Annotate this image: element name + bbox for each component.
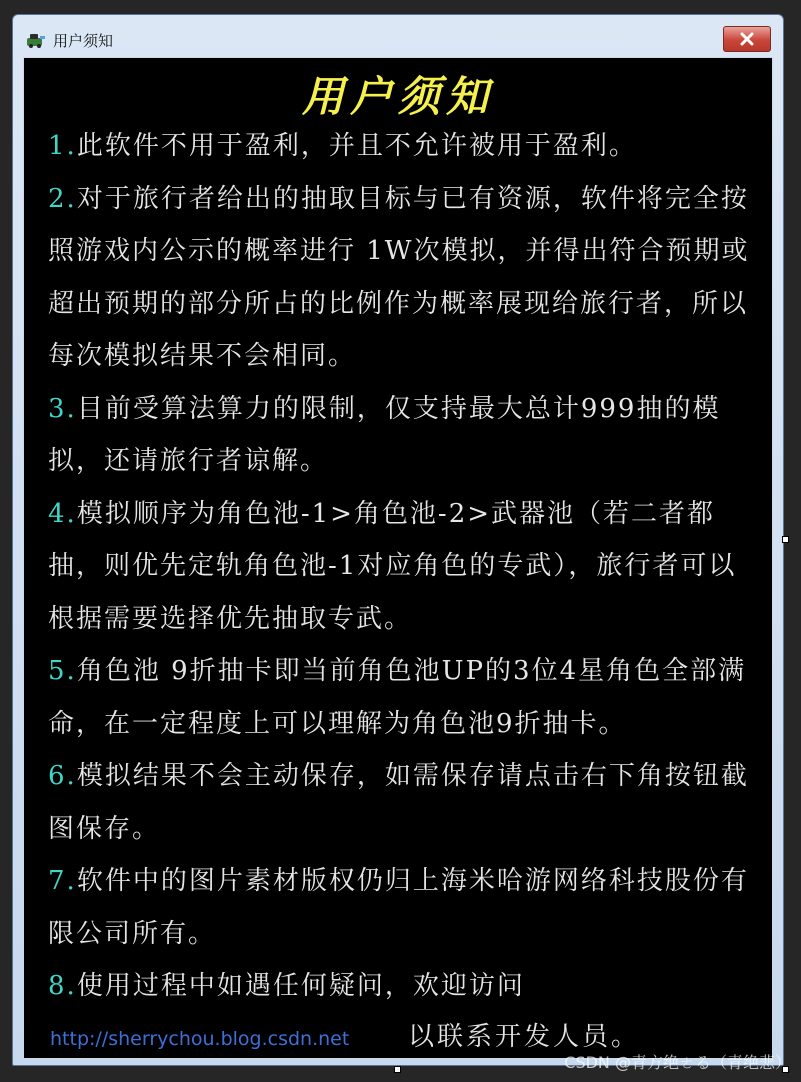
item-text: 模拟顺序为角色池-1>角色池-2>武器池（若二者都抽，则优先定轨角色池-1对应角色的专武），旅行者可以根据需要选择优先抽取专武。 <box>48 498 737 634</box>
notice-panel <box>23 57 773 1059</box>
close-button[interactable] <box>723 26 771 52</box>
item-number: 3. <box>48 393 77 424</box>
item-number: 8. <box>48 971 77 1001</box>
app-icon <box>26 32 46 48</box>
item-text: 使用过程中如遇任何疑问，欢迎访问 <box>76 971 525 1001</box>
item-text: 此软件不用于盈利，并且不允许被用于盈利。 <box>76 131 637 161</box>
notice-list <box>48 120 763 1013</box>
notice-item-3 <box>48 383 763 488</box>
title-bar[interactable] <box>13 15 783 55</box>
item-text: 软件中的图片素材版权仍归上海米哈游网络科技股份有限公司所有。 <box>48 866 749 949</box>
resize-handle-bottom[interactable] <box>394 1066 401 1073</box>
item-text: 目前受算法算力的限制，仅支持最大总计999抽的模拟，还请旅行者谅解。 <box>48 393 721 476</box>
item-number: 7. <box>48 866 77 896</box>
notice-item-5 <box>48 645 763 750</box>
link-suffix-text: 以联系开发人员。 <box>408 1022 641 1052</box>
resize-handle-right[interactable] <box>782 536 789 543</box>
item-number: 6. <box>48 761 77 791</box>
item-text: 角色池 9折抽卡即当前角色池UP的3位4星角色全部满命，在一定程度上可以理解为角色池9折抽卡。 <box>48 656 747 739</box>
notice-item-6 <box>48 750 763 855</box>
item-number: 1. <box>48 131 77 161</box>
developer-link[interactable]: http://sherrychou.blog.csdn.net <box>50 1028 350 1050</box>
notice-item-1 <box>48 120 763 173</box>
notice-item-7 <box>48 855 763 960</box>
item-number: 4. <box>48 498 77 529</box>
close-icon <box>739 32 755 46</box>
watermark: CSDN @青方绝ㄜる（青绝悲） <box>564 1053 791 1072</box>
window-title: 用户须知 <box>53 32 114 50</box>
notice-item-8 <box>48 960 763 1013</box>
notice-heading: 用户须知 <box>301 72 494 121</box>
item-number: 2. <box>48 183 77 214</box>
notice-window <box>12 14 784 1066</box>
notice-item-4 <box>48 488 763 646</box>
item-text: 对于旅行者给出的抽取目标与已有资源，软件将完全按照游戏内公示的概率进行 1W次模拟，并得出符合预期或超出预期的部分所占的比例作为概率展现给旅行者，所以每次模拟结果不会相同。 <box>48 183 750 371</box>
item-text: 模拟结果不会主动保存，如需保存请点击右下角按钮截图保存。 <box>48 761 749 844</box>
item-number: 5. <box>48 656 77 686</box>
notice-item-2 <box>48 173 763 383</box>
